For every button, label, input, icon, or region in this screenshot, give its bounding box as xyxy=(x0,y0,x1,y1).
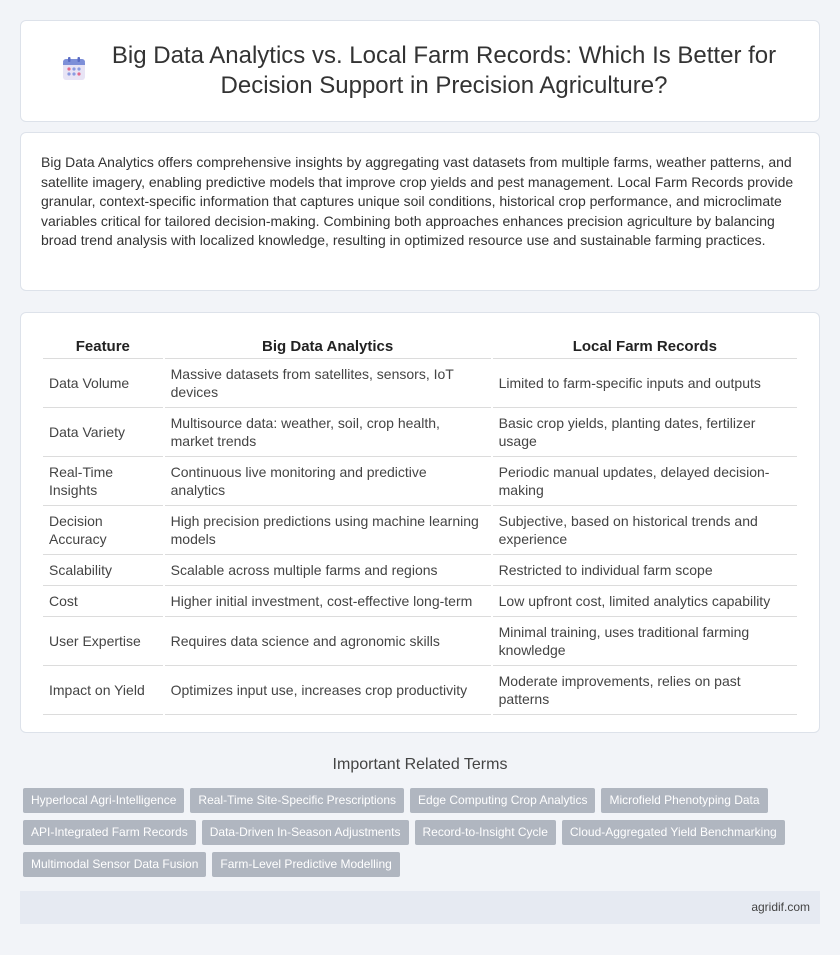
big-data-cell: Optimizes input use, increases crop productivity xyxy=(165,666,491,715)
title-wrap xyxy=(61,41,779,101)
intro-card xyxy=(20,132,820,291)
table-row xyxy=(43,359,797,408)
local-records-cell: Minimal training, uses traditional farming knowledge xyxy=(493,617,797,666)
related-term-tag[interactable]: Record-to-Insight Cycle xyxy=(415,820,556,845)
feature-cell: User Expertise xyxy=(43,617,163,666)
related-term-tag[interactable]: API-Integrated Farm Records xyxy=(23,820,196,845)
related-term-tag[interactable]: Real-Time Site-Specific Prescriptions xyxy=(190,788,404,813)
local-records-cell: Subjective, based on historical trends and experience xyxy=(493,506,797,555)
big-data-cell: Multisource data: weather, soil, crop health, market trends xyxy=(165,408,491,457)
big-data-cell: Continuous live monitoring and predictive analytics xyxy=(165,457,491,506)
feature-cell: Decision Accuracy xyxy=(43,506,163,555)
table-row xyxy=(43,408,797,457)
related-term-tag[interactable]: Edge Computing Crop Analytics xyxy=(410,788,595,813)
column-header-feature: Feature xyxy=(43,329,163,359)
feature-cell: Impact on Yield xyxy=(43,666,163,715)
local-records-cell: Limited to farm-specific inputs and outputs xyxy=(493,359,797,408)
related-term-tag[interactable]: Data-Driven In-Season Adjustments xyxy=(202,820,409,845)
footer xyxy=(20,891,820,924)
column-header-big-data: Big Data Analytics xyxy=(165,329,491,359)
table-row xyxy=(43,506,797,555)
local-records-cell: Restricted to individual farm scope xyxy=(493,555,797,586)
related-term-tag[interactable]: Multimodal Sensor Data Fusion xyxy=(23,852,206,877)
local-records-cell: Moderate improvements, relies on past patterns xyxy=(493,666,797,715)
footer-site-link[interactable]: agridif.com xyxy=(751,900,810,914)
column-header-local-records: Local Farm Records xyxy=(493,329,797,359)
table-row xyxy=(43,666,797,715)
related-terms-list xyxy=(23,788,813,884)
title-card xyxy=(20,20,820,122)
table-row xyxy=(43,555,797,586)
related-term-tag[interactable]: Hyperlocal Agri-Intelligence xyxy=(23,788,184,813)
local-records-cell: Periodic manual updates, delayed decision-making xyxy=(493,457,797,506)
big-data-cell: High precision predictions using machine learning models xyxy=(165,506,491,555)
related-term-tag[interactable]: Microfield Phenotyping Data xyxy=(601,788,767,813)
calendar-grid-icon xyxy=(61,56,87,82)
feature-cell: Data Variety xyxy=(43,408,163,457)
feature-cell: Data Volume xyxy=(43,359,163,408)
big-data-cell: Scalable across multiple farms and regions xyxy=(165,555,491,586)
intro-paragraph: Big Data Analytics offers comprehensive insights by aggregating vast datasets from multiple farms, weather patterns, and satellite imagery, enabling predictive models that improve crop yields and pest management. Local Farm Records provide granular, context-specific information that captures unique soil conditions, historical crop performance, and microclimate variables critical for tailored decision-making. Combining both approaches enhances precision agriculture by balancing broad trend analysis with localized knowledge, resulting in optimized resource use and sustainable farming practices. xyxy=(41,154,794,248)
local-records-cell: Low upfront cost, limited analytics capability xyxy=(493,586,797,617)
comparison-table xyxy=(41,329,799,715)
feature-cell: Cost xyxy=(43,586,163,617)
comparison-card xyxy=(20,312,820,733)
related-term-tag[interactable]: Cloud-Aggregated Yield Benchmarking xyxy=(562,820,785,845)
feature-cell: Scalability xyxy=(43,555,163,586)
big-data-cell: Requires data science and agronomic skills xyxy=(165,617,491,666)
big-data-cell: Massive datasets from satellites, sensors, IoT devices xyxy=(165,359,491,408)
table-header-row xyxy=(43,329,797,359)
related-term-tag[interactable]: Farm-Level Predictive Modelling xyxy=(212,852,399,877)
feature-cell: Real-Time Insights xyxy=(43,457,163,506)
big-data-cell: Higher initial investment, cost-effective long-term xyxy=(165,586,491,617)
table-row xyxy=(43,617,797,666)
related-terms-heading: Important Related Terms xyxy=(332,756,508,773)
page-title: Big Data Analytics vs. Local Farm Records: Which Is Better for Decision Support in Precision Agriculture? xyxy=(111,42,777,99)
local-records-cell: Basic crop yields, planting dates, fertilizer usage xyxy=(493,408,797,457)
table-row xyxy=(43,586,797,617)
table-row xyxy=(43,457,797,506)
